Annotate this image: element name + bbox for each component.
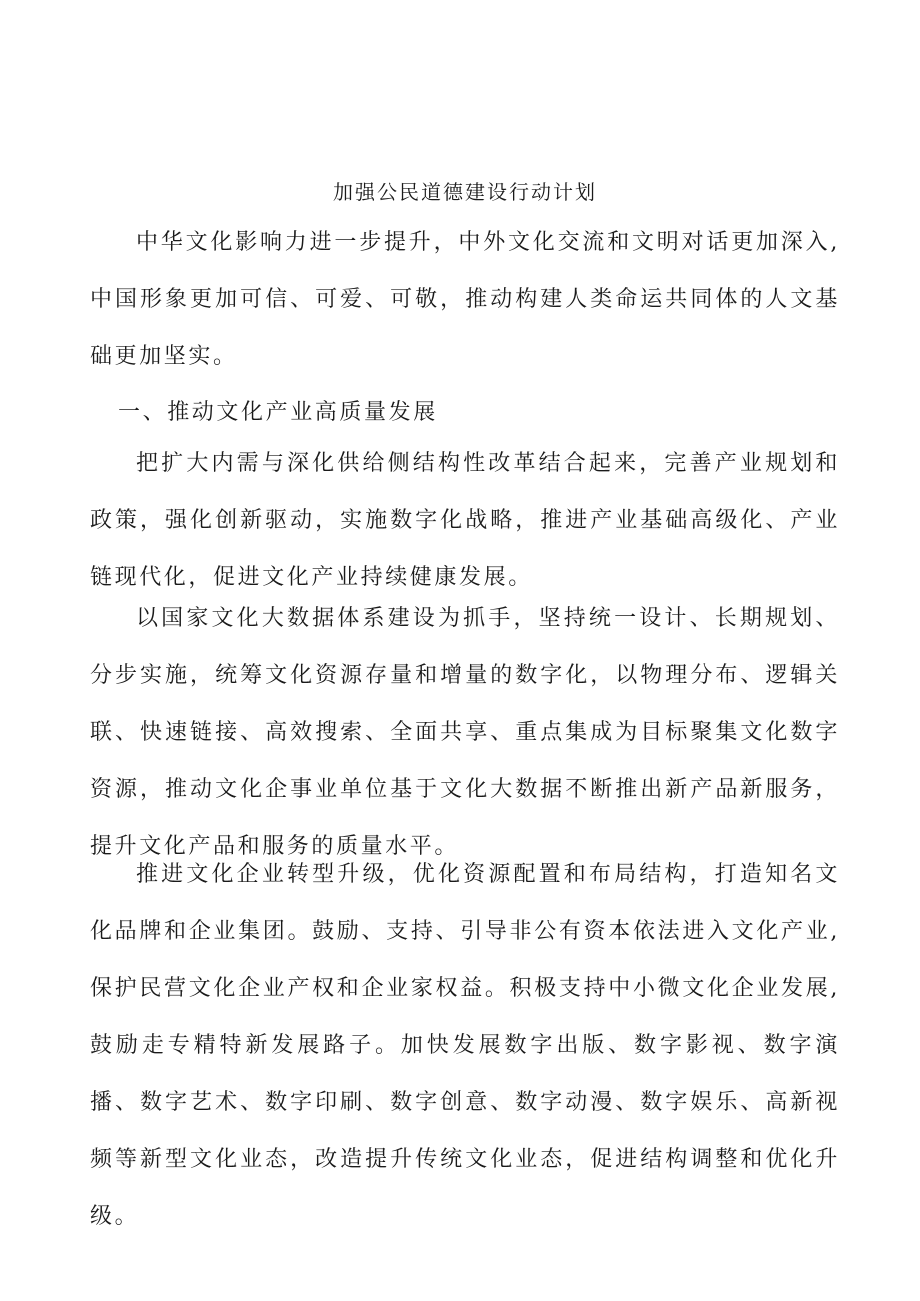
intro-paragraph: 中华文化影响力进一步提升，中外文化交流和文明对话更加深入,中国形象更加可信、可爱、可敬，推动构建人类命运共同体的人文基础更加坚实。 <box>90 230 840 369</box>
body-paragraph-2: 以国家文化大数据体系建设为抓手，坚持统一设计、长期规划、分步实施，统筹文化资源存量和增量的数字化，以物理分布、逻辑关联、快速链接、高效搜索、全面共享、重点集成为目标聚集文化数字资源，推动文化企事业单位基于文化大数据不断推出新产品新服务，提升文化产品和服务的质量水平。 <box>90 606 840 859</box>
body-paragraph-3: 推进文化企业转型升级，优化资源配置和布局结构，打造知名文化品牌和企业集团。鼓励、支持、引导非公有资本依法进入文化产业,保护民营文化企业产权和企业家权益。积极支持中小微文化企业发展,鼓励走专精特新发展路子。加快发展数字出版、数字影视、数字演播、数字艺术、数字印刷、数字创意、数字动漫、数字娱乐、高新视频等新型文化业态，改造提升传统文化业态，促进结构调整和优化升级。 <box>90 862 840 1229</box>
document-title: 加强公民道德建设行动计划 <box>333 180 597 204</box>
body-paragraph-1: 把扩大内需与深化供给侧结构性改革结合起来，完善产业规划和政策，强化创新驱动，实施数字化战略，推进产业基础高级化、产业链现代化，促进文化产业持续健康发展。 <box>90 451 840 590</box>
section-heading: 一、推动文化产业高质量发展 <box>118 400 438 425</box>
